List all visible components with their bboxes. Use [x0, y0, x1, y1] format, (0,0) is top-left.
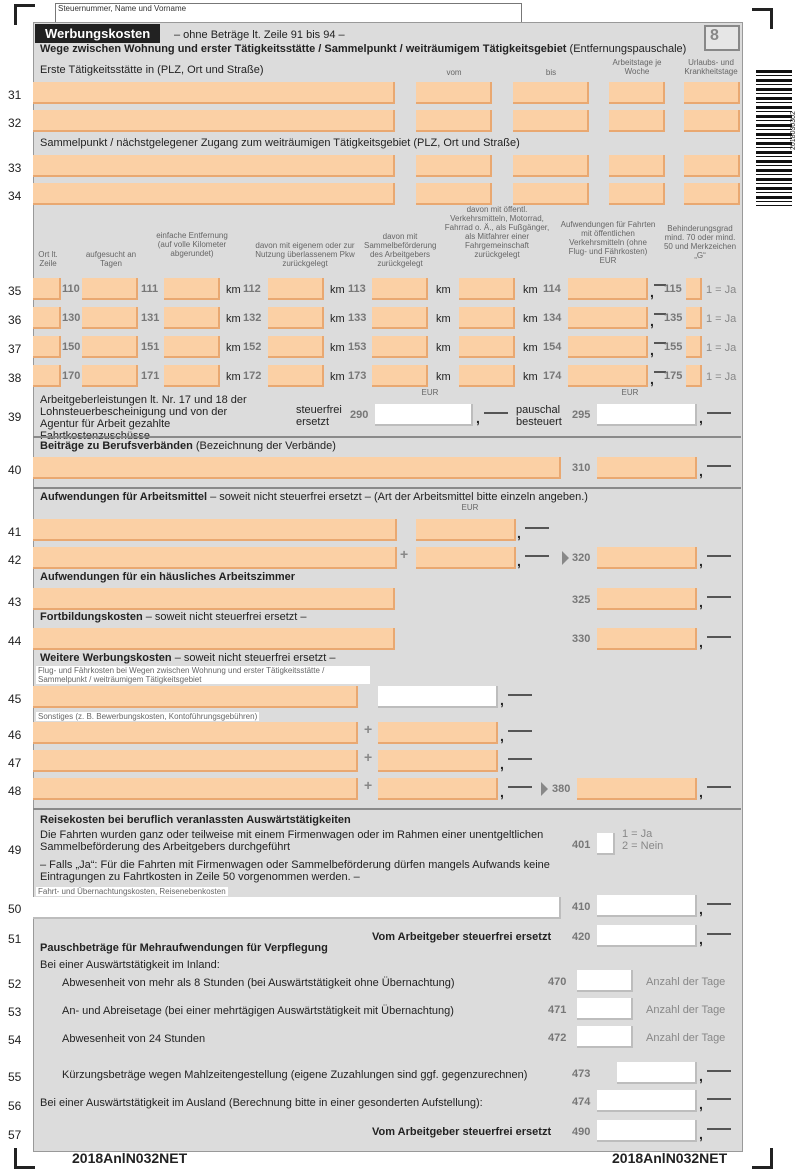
line-number: 46 [8, 728, 22, 742]
vacation-days-field[interactable] [684, 183, 740, 205]
arrow-right-icon [541, 782, 548, 796]
kz-code: 114 [543, 283, 561, 295]
kz-code: 151 [141, 341, 160, 353]
km-unit: km [523, 284, 538, 296]
sammel-km-field[interactable] [372, 336, 428, 358]
associations-name-field[interactable] [33, 457, 561, 479]
pkw-km-field[interactable] [268, 365, 324, 387]
km-unit: km [436, 342, 451, 354]
flight-costs-amount-field[interactable] [378, 686, 498, 708]
kz-401: 401 [572, 839, 591, 851]
flight-costs-description-field[interactable] [33, 686, 358, 708]
line-number: 55 [8, 1070, 22, 1084]
kz-470: 470 [548, 976, 567, 988]
decimal-comma: , [650, 371, 654, 387]
kz-code: 174 [543, 370, 562, 382]
tax-free-amount-field[interactable] [375, 404, 473, 426]
kz-code: 153 [348, 341, 367, 353]
kz-code: 115 [664, 283, 682, 295]
line-number: 41 [8, 525, 22, 539]
col-entfernung: einfache Entfernung (auf volle Kilometer abgerundet) [156, 231, 228, 258]
associations-title [40, 440, 336, 452]
misc-description-field[interactable] [33, 750, 358, 772]
page-number: 8 [710, 27, 719, 44]
meals-title: Pauschbeträge für Mehraufwendungen für Verpflegung [40, 942, 328, 954]
other-km-field[interactable] [459, 365, 515, 387]
cents-dash [508, 758, 532, 760]
decimal-comma: , [699, 901, 703, 917]
decimal-comma: , [699, 1096, 703, 1112]
decimal-comma: , [699, 784, 703, 800]
days-count-hint: Anzahl der Tage [646, 1004, 726, 1016]
associations-title-suffix: (Bezeichnung der Verbände) [195, 440, 336, 452]
to-date-field[interactable] [513, 82, 589, 104]
cents-dash [707, 933, 731, 935]
pkw-km-field[interactable] [268, 336, 324, 358]
section-divider [33, 436, 741, 438]
other-costs-title-suffix: – soweit nicht steuerfrei ersetzt – [174, 652, 336, 664]
employer-tax-free-label-2: Vom Arbeitgeber steuerfrei ersetzt [372, 1126, 552, 1138]
vacation-days-field[interactable] [684, 82, 740, 104]
distance-field[interactable] [164, 365, 220, 387]
line-number: 40 [8, 463, 22, 477]
meal-reductions-label: Kürzungsbeträge wegen Mahlzeitengestellung (eigene Zuzahlungen sind ggf. gegenzurechnen) [62, 1069, 528, 1081]
flight-costs-label: Flug- und Fährkosten bei Wegen zwischen Wohnung und erster Tätigkeitsstätte / Sammelpunkt / weiträumigem Tätigkeitsgebiet [36, 666, 370, 684]
public-transport-amount-field[interactable] [568, 336, 648, 358]
kz-code: 131 [141, 312, 160, 324]
decimal-comma: , [650, 284, 654, 300]
km-unit: km [226, 342, 241, 354]
decimal-comma: , [699, 1068, 703, 1084]
commute-title [40, 43, 686, 55]
employer-benefits-label: Arbeitgeberleistungen lt. Nr. 17 und 18 der Lohnsteuerbescheinigung und von der Agentur für Arbeit gezahlte [40, 394, 247, 430]
decimal-comma: , [699, 634, 703, 650]
company-car-question: Die Fahrten wurden ganz oder teilweise mit einem Firmenwagen oder im Rahmen einer unentgeltlichen Sammelbeförderung des Arbeitgebers durchgeführt [40, 829, 544, 853]
plus-icon: + [364, 749, 373, 765]
cents-dash [707, 555, 731, 557]
cents-dash [508, 730, 532, 732]
domestic-label: Bei einer Auswärtstätigkeit im Inland: [40, 959, 220, 971]
tax-free-label: steuerfrei ersetzt [296, 404, 342, 428]
workplace-address-field[interactable] [33, 110, 395, 132]
other-km-field[interactable] [459, 278, 515, 300]
disability-field[interactable] [686, 307, 702, 329]
line-number: 53 [8, 1005, 22, 1019]
sammel-km-field[interactable] [372, 307, 428, 329]
cents-dash [525, 555, 549, 557]
col-ort: Ort lt. Zeile [38, 250, 58, 268]
decimal-comma: , [500, 784, 504, 800]
plus-icon: + [400, 546, 409, 562]
km-unit: km [330, 313, 345, 325]
line-number: 32 [8, 116, 22, 130]
equipment-description-field[interactable] [33, 547, 397, 569]
days-count-hint: Anzahl der Tage [646, 976, 726, 988]
line-number: 36 [8, 313, 22, 327]
days-per-week-field[interactable] [609, 183, 665, 205]
disability-field[interactable] [686, 365, 702, 387]
cents-dash [508, 786, 532, 788]
line-number: 45 [8, 692, 22, 706]
cents-dash [707, 786, 731, 788]
sammel-km-field[interactable] [372, 365, 428, 387]
absence-24h-days-field[interactable] [577, 1026, 633, 1048]
absence-24h-label: Abwesenheit von 24 Stunden [62, 1033, 206, 1045]
yes-no-hint: 1 = Ja 2 = Nein [622, 828, 664, 852]
line-number: 42 [8, 553, 22, 567]
km-unit: km [436, 313, 451, 325]
cents-dash [525, 527, 549, 529]
decimal-comma: , [517, 525, 521, 541]
kz-325: 325 [572, 594, 591, 606]
col-sammel: davon mit Sammelbeförderung des Arbeitgebers zurückgelegt [364, 232, 437, 268]
home-office-title: Aufwendungen für ein häusliches Arbeitszimmer [40, 571, 296, 583]
kz-474: 474 [572, 1096, 591, 1108]
kz-code: 133 [348, 312, 367, 324]
training-title-bold: Fortbildungskosten [40, 611, 143, 623]
public-transport-amount-field[interactable] [568, 365, 648, 387]
kz-490: 490 [572, 1126, 591, 1138]
kz-code: 150 [62, 341, 81, 353]
misc-amount-field[interactable] [378, 750, 498, 772]
misc-costs-label: Sonstiges (z. B. Bewerbungskosten, Kontoführungsgebühren) [38, 712, 258, 721]
days-attended-field[interactable] [82, 307, 138, 329]
absence-8h-days-field[interactable] [577, 970, 633, 992]
public-transport-amount-field[interactable] [568, 307, 648, 329]
misc-description-field[interactable] [33, 722, 358, 744]
meal-reductions-field[interactable] [617, 1062, 697, 1084]
col-behinderung: Behinderungsgrad mind. 70 oder mind. 50 und Merkzeichen „G“ [663, 224, 737, 260]
kz-code: 134 [543, 312, 562, 324]
cents-dash [707, 596, 731, 598]
decimal-comma: , [699, 594, 703, 610]
line-number: 34 [8, 189, 22, 203]
cents-dash [707, 1128, 731, 1130]
kz-310: 310 [572, 462, 591, 474]
line-number: 39 [8, 410, 22, 424]
kz-code: 113 [348, 283, 366, 295]
kz-code: 175 [664, 370, 683, 382]
misc-amount-field[interactable] [378, 778, 498, 800]
kz-code: 112 [243, 283, 261, 295]
travel-title: Reisekosten bei beruflich veranlassten Auswärtstätigkeiten [40, 814, 351, 826]
disability-field[interactable] [686, 336, 702, 358]
meeting-point-field[interactable] [33, 183, 395, 205]
kz-code: 171 [141, 370, 160, 382]
yes-hint: 1 = Ja [706, 284, 737, 296]
decimal-comma: , [699, 410, 703, 426]
equipment-amount-field[interactable] [416, 519, 516, 541]
ort-field[interactable] [33, 365, 61, 387]
to-date-field[interactable] [513, 155, 589, 177]
arrow-right-icon [562, 551, 569, 565]
col-aufgesucht: aufgesucht an Tagen [85, 250, 137, 268]
plus-icon: + [364, 777, 373, 793]
kz-code: 173 [348, 370, 367, 382]
corner-mark-bottom-left [14, 1148, 35, 1169]
section-divider [33, 487, 741, 489]
form-id-left: 2018AnlN032NET [72, 1150, 188, 1166]
travel-costs-description-field[interactable] [33, 897, 561, 919]
work-equipment-title [40, 491, 588, 503]
sammel-km-field[interactable] [372, 278, 428, 300]
corner-mark-top-right [752, 8, 773, 29]
line-number: 52 [8, 977, 22, 991]
km-unit: km [523, 371, 538, 383]
abroad-label: Bei einer Auswärtstätigkeit im Ausland (Berechnung bitte in einer gesonderten Aufstellung): [40, 1097, 483, 1109]
yes-hint: 1 = Ja [706, 342, 737, 354]
kz-code: 152 [243, 341, 262, 353]
kz-code: 130 [62, 312, 81, 324]
cents-dash [707, 1070, 731, 1072]
col-pkw: davon mit eigenem oder zur Nutzung überlassenem Pkw zurückgelegt [255, 241, 355, 268]
distance-field[interactable] [164, 278, 220, 300]
absence-8h-label: Abwesenheit von mehr als 8 Stunden (bei Auswärtstätigkeit ohne Übernachtung) [62, 977, 455, 989]
cents-dash [484, 412, 508, 414]
flat-taxed-label: pauschal besteuert [516, 404, 562, 428]
decimal-comma: , [699, 931, 703, 947]
col-days-week: Arbeitstage je Woche [612, 58, 662, 76]
decimal-comma: , [500, 756, 504, 772]
abroad-amount-field[interactable] [597, 1090, 697, 1112]
kz-330: 330 [572, 633, 591, 645]
line-number: 33 [8, 161, 22, 175]
employer-tax-free-label: Vom Arbeitgeber steuerfrei ersetzt [372, 931, 552, 943]
days-per-week-field[interactable] [609, 110, 665, 132]
line-number: 38 [8, 371, 22, 385]
travel-costs-label: Fahrt- und Übernachtungskosten, Reisenebenkosten [38, 887, 226, 896]
disability-field[interactable] [686, 278, 702, 300]
decimal-comma: , [500, 692, 504, 708]
km-unit: km [226, 371, 241, 383]
vacation-days-field[interactable] [684, 155, 740, 177]
plus-icon: + [364, 721, 373, 737]
home-office-description-field[interactable] [33, 588, 395, 610]
line-number: 56 [8, 1099, 22, 1113]
training-amount-field[interactable] [597, 628, 697, 650]
decimal-comma: , [650, 313, 654, 329]
section-divider [33, 808, 741, 810]
associations-amount-field[interactable] [597, 457, 697, 479]
cents-dash [508, 694, 532, 696]
kz-420: 420 [572, 931, 591, 943]
decimal-comma: , [699, 553, 703, 569]
cents-dash [707, 903, 731, 905]
km-unit: km [226, 284, 241, 296]
kz-code: 172 [243, 370, 262, 382]
kz-472: 472 [548, 1032, 567, 1044]
km-unit: km [330, 371, 345, 383]
corner-mark-bottom-right [752, 1148, 773, 1169]
line-number: 51 [8, 932, 22, 946]
km-unit: km [330, 284, 345, 296]
kz-290: 290 [350, 409, 369, 421]
other-km-field[interactable] [459, 336, 515, 358]
barcode [756, 70, 792, 206]
arrival-departure-days-field[interactable] [577, 998, 633, 1020]
from-date-field[interactable] [416, 110, 492, 132]
kz-295: 295 [572, 409, 591, 421]
kz-code: 132 [243, 312, 262, 324]
days-attended-field[interactable] [82, 336, 138, 358]
employer-tax-free-field[interactable] [597, 925, 697, 947]
company-car-note: – Falls „Ja“: Für die Fahrten mit Firmenwagen oder Sammelbeförderung dürfen mangels Aufwands keine Eintragungen zu Fahrtkosten in Zeile 50 vorgenommen werden. – [40, 859, 550, 883]
work-equipment-title-bold: Aufwendungen für Arbeitsmittel [40, 491, 208, 503]
col-other: davon mit öffentl. Verkehrsmitteln, Motorrad, Fahrrad o. Ä., als Fußgänger, als Mitfahrer einer Fahrgemeinschaft zurückgelegt [444, 205, 550, 259]
decimal-comma: , [500, 728, 504, 744]
distance-field[interactable] [164, 336, 220, 358]
other-costs-total-field[interactable] [577, 778, 697, 800]
km-unit: km [436, 371, 451, 383]
days-count-hint: Anzahl der Tage [646, 1032, 726, 1044]
barcode-text: 2018030302 [790, 111, 797, 150]
equipment-total-field[interactable] [597, 547, 697, 569]
equipment-amount-field[interactable] [416, 547, 516, 569]
line-number: 31 [8, 88, 22, 102]
workplace-label: Erste Tätigkeitsstätte in (PLZ, Ort und Straße) [40, 64, 264, 76]
training-description-field[interactable] [33, 628, 395, 650]
line-number: 49 [8, 843, 22, 857]
from-date-field[interactable] [416, 155, 492, 177]
workplace-address-field[interactable] [33, 82, 395, 104]
section-badge: Werbungskosten [35, 24, 160, 43]
col-vacation: Urlaubs- und Krankheitstage [684, 58, 738, 76]
line-number: 37 [8, 342, 22, 356]
taxpayer-label: Steuernummer, Name und Vorname [58, 4, 187, 13]
kz-410: 410 [572, 901, 591, 913]
other-km-field[interactable] [459, 307, 515, 329]
days-attended-field[interactable] [82, 278, 138, 300]
flat-taxed-amount-field[interactable] [597, 404, 697, 426]
to-date-field[interactable] [513, 110, 589, 132]
corner-mark-top-left [14, 4, 35, 25]
line-number: 43 [8, 595, 22, 609]
other-costs-title-bold: Weitere Werbungskosten [40, 652, 172, 664]
line-number: 47 [8, 756, 22, 770]
misc-amount-field[interactable] [378, 722, 498, 744]
kz-471: 471 [548, 1004, 567, 1016]
col-from: vom [446, 68, 462, 77]
col-oeffentlich: Aufwendungen für Fahrten mit öffentlichen Verkehrsmitteln (ohne Flug- und Fährkosten) EUR [560, 220, 656, 265]
meeting-point-label: Sammelpunkt / nächstgelegener Zugang zum weiträumigen Tätigkeitsgebiet (PLZ, Ort und Straße) [40, 137, 520, 149]
line-number: 44 [8, 634, 22, 648]
kz-code: 135 [664, 312, 683, 324]
commute-title-bold: Wege zwischen Wohnung und erster Tätigkeitsstätte / Sammelpunkt / weiträumigem Tätigkeitsgebiet [40, 43, 567, 55]
line-number: 54 [8, 1033, 22, 1047]
km-unit: km [523, 342, 538, 354]
cents-dash [707, 1098, 731, 1100]
cents-dash [707, 636, 731, 638]
ort-field[interactable] [33, 307, 61, 329]
decimal-comma: , [517, 553, 521, 569]
travel-costs-amount-field[interactable] [597, 895, 697, 917]
cents-dash [707, 465, 731, 467]
yes-hint: 1 = Ja [706, 371, 737, 383]
associations-title-bold: Beiträge zu Berufsverbänden [40, 440, 193, 452]
km-unit: km [436, 284, 451, 296]
arrival-departure-label: An- und Abreisetage (bei einer mehrtägigen Auswärtstätigkeit mit Übernachtung) [62, 1005, 454, 1017]
section-subtitle: – ohne Beträge lt. Zeile 91 bis 94 – [174, 29, 345, 41]
kz-code: 170 [62, 370, 81, 382]
kz-code: 111 [141, 283, 159, 295]
km-unit: km [523, 313, 538, 325]
eur-label-290: EUR [421, 388, 439, 397]
days-per-week-field[interactable] [609, 155, 665, 177]
equipment-description-field[interactable] [33, 519, 397, 541]
training-title [40, 611, 307, 623]
days-per-week-field[interactable] [609, 82, 665, 104]
commute-title-suffix: (Entfernungspauschale) [569, 43, 687, 55]
ort-field[interactable] [33, 336, 61, 358]
distance-field[interactable] [164, 307, 220, 329]
to-date-field[interactable] [513, 183, 589, 205]
form-id-right: 2018AnlN032NET [612, 1150, 728, 1166]
cents-dash [707, 412, 731, 414]
line-number: 57 [8, 1128, 22, 1142]
training-title-suffix: – soweit nicht steuerfrei ersetzt – [145, 611, 307, 623]
line-number: 48 [8, 784, 22, 798]
from-date-field[interactable] [416, 183, 492, 205]
public-transport-amount-field[interactable] [568, 278, 648, 300]
other-costs-title [40, 652, 335, 664]
decimal-comma: , [699, 463, 703, 479]
eur-label: EUR [461, 503, 479, 512]
col-to: bis [545, 68, 557, 77]
pkw-km-field[interactable] [268, 278, 324, 300]
ort-field[interactable] [33, 278, 61, 300]
kz-code: 154 [543, 341, 562, 353]
line-number: 50 [8, 902, 22, 916]
kz-473: 473 [572, 1068, 591, 1080]
km-unit: km [226, 313, 241, 325]
misc-description-field[interactable] [33, 778, 358, 800]
home-office-amount-field[interactable] [597, 588, 697, 610]
kz-320: 320 [572, 552, 591, 564]
employer-tax-free-field-2[interactable] [597, 1120, 697, 1142]
vacation-days-field[interactable] [684, 110, 740, 132]
decimal-comma: , [650, 342, 654, 358]
company-car-field[interactable] [597, 833, 615, 855]
km-unit: km [330, 342, 345, 354]
yes-hint: 1 = Ja [706, 313, 737, 325]
page-number-box [704, 25, 740, 51]
decimal-comma: , [699, 1126, 703, 1142]
kz-code: 155 [664, 341, 683, 353]
from-date-field[interactable] [416, 82, 492, 104]
meeting-point-field[interactable] [33, 155, 395, 177]
kz-380: 380 [552, 783, 571, 795]
days-attended-field[interactable] [82, 365, 138, 387]
line-number: 35 [8, 284, 22, 298]
decimal-comma: , [476, 410, 480, 426]
pkw-km-field[interactable] [268, 307, 324, 329]
work-equipment-title-suffix: – soweit nicht steuerfrei ersetzt – (Art der Arbeitsmittel bitte einzeln angeben.) [210, 491, 588, 503]
kz-code: 110 [62, 283, 80, 295]
eur-label-295: EUR [621, 388, 639, 397]
